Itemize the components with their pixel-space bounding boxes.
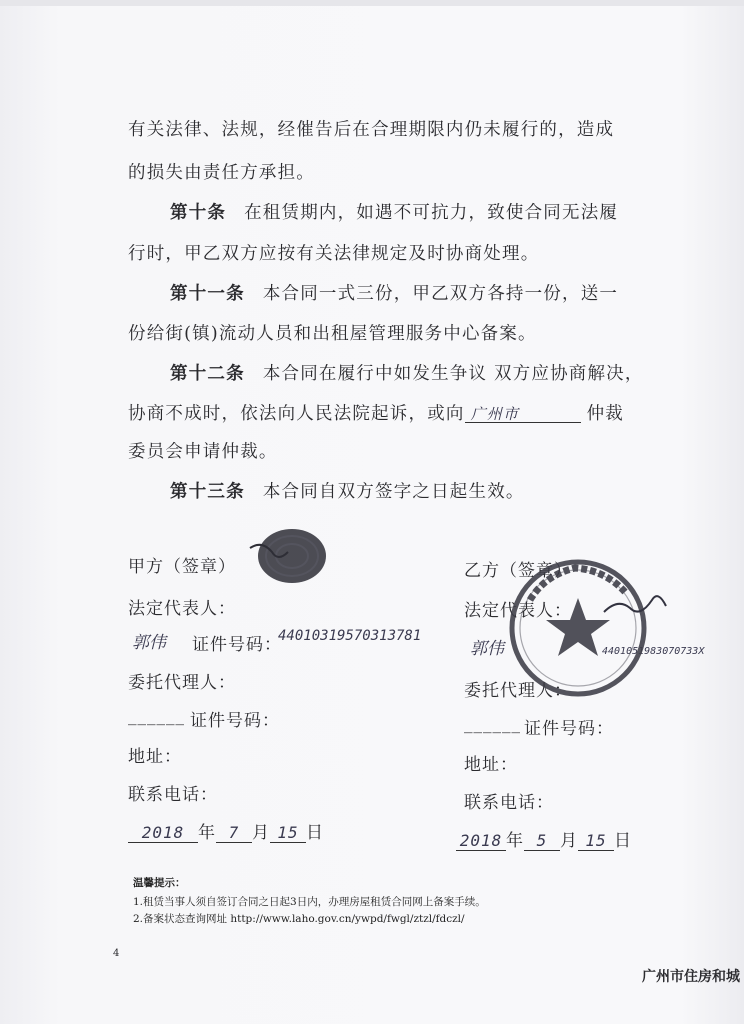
party-b-sign-label: 乙方（签章）	[464, 561, 572, 581]
article-10-title: 第十条	[170, 203, 227, 223]
article-13-title: 第十三条	[170, 482, 245, 502]
party-a-date-month: 7	[216, 823, 252, 843]
party-a-sign-label: 甲方（签章）	[128, 557, 236, 577]
party-b-agent-label: 委托代理人：	[464, 681, 572, 701]
fingerprint-mark	[258, 529, 326, 583]
article-13-text: 本合同自双方签字之日起生效。	[262, 482, 525, 502]
footer-issuer: 广州市住房和城	[642, 969, 740, 985]
party-b-agent-blank: ______	[464, 714, 521, 734]
party-a-agent-id-label: 证件号码：	[190, 711, 280, 731]
party-a-agent-label: 委托代理人：	[128, 673, 236, 693]
article-12-text: 本合同在履行中如发生争议 双方应协商解决，	[262, 364, 644, 384]
party-a-date-day-unit: 日	[306, 823, 324, 843]
article-12-line3: 委员会申请仲裁。	[128, 442, 278, 462]
party-b-phone-label: 联系电话：	[464, 793, 554, 813]
arbitration-commission-field: 广州市	[465, 407, 581, 423]
party-a-address-label: 地址：	[128, 747, 182, 767]
party-b-legal-rep-label: 法定代表人：	[464, 601, 572, 621]
party-b-date-month-unit: 月	[560, 831, 578, 851]
party-b-date-day-unit: 日	[614, 831, 632, 851]
party-b-id-value: 4401051983070733X	[602, 646, 705, 657]
party-b-address-label: 地址：	[464, 755, 518, 775]
party-a-legal-rep-signature: 郭伟	[132, 633, 166, 653]
party-a-date-year-unit: 年	[198, 823, 216, 843]
party-b-legal-rep-signature: 郭伟	[470, 639, 504, 659]
party-a-date-day: 15	[270, 823, 306, 843]
party-a-phone-label: 联系电话：	[128, 785, 218, 805]
article-12-title: 第十二条	[170, 364, 245, 384]
notes-title: 温馨提示：	[133, 877, 186, 889]
article-12-text-b: 仲裁	[586, 404, 625, 424]
article-11-line2: 份给街(镇)流动人员和出租屋管理服务中心备案。	[128, 324, 537, 344]
paragraph-liability-end: 的损失由责任方承担。	[128, 163, 315, 183]
article-10-text: 在租赁期内，如遇不可抗力，致使合同无法履	[244, 203, 619, 223]
party-b-date-year-unit: 年	[506, 831, 524, 851]
article-10-line2: 行时，甲乙双方应按有关法律规定及时协商处理。	[128, 244, 540, 264]
party-a-legal-rep-label: 法定代表人：	[128, 599, 236, 619]
party-a-id-value: 44010319570313781	[278, 628, 422, 644]
notes-item-2: 2.备案状态查询网址 http://www.laho.gov.cn/ywpd/fwgl/ztzl/fdczl/	[133, 913, 465, 925]
notes-item-1: 1.租赁当事人须自签订合同之日起3日内，办理房屋租赁合同网上备案手续。	[133, 896, 486, 908]
party-b-agent-id-label: 证件号码：	[524, 719, 614, 739]
article-12-text-a: 协商不成时，依法向人民法院起诉，或向	[128, 404, 465, 424]
party-b-date-day: 15	[578, 831, 614, 851]
company-seal	[512, 562, 644, 694]
party-b-date-year: 2018	[456, 831, 506, 851]
party-a-id-label: 证件号码：	[192, 635, 282, 655]
page-number: 4	[113, 948, 120, 959]
party-a-agent-blank: ______	[128, 706, 185, 726]
paragraph-liability: 有关法律、法规，经催告后在合理期限内仍未履行的，造成	[128, 120, 615, 140]
party-a-date-year: 2018	[128, 823, 198, 843]
article-11-title: 第十一条	[170, 284, 245, 304]
party-b-date-month: 5	[524, 831, 560, 851]
article-11-text: 本合同一式三份，甲乙双方各持一份，送一	[262, 284, 619, 304]
party-a-date-month-unit: 月	[252, 823, 270, 843]
